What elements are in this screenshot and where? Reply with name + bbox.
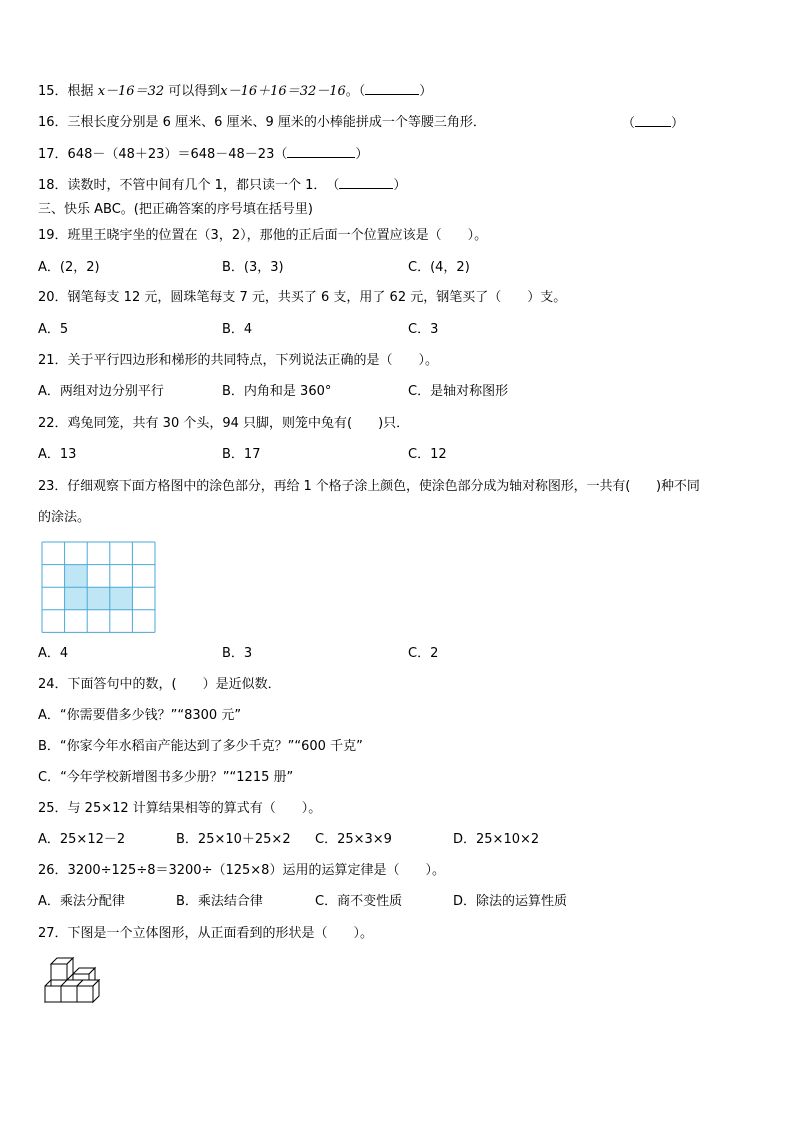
q22-option-c[interactable]: C．12 [408, 447, 447, 462]
q20-option-c[interactable]: C．3 [408, 322, 439, 337]
question-27-stem: 27．下图是一个立体图形，从正面看到的形状是（ ）。 [38, 926, 374, 941]
q21-option-a[interactable]: A．两组对边分别平行 [38, 384, 164, 399]
q15-equation-1: x－16＝32 [97, 84, 165, 99]
q26-option-c[interactable]: C．商不变性质 [315, 894, 403, 909]
section-title: 三、快乐 ABC。(把正确答案的序号填在括号里) [38, 202, 313, 217]
q16-close: ） [671, 116, 685, 131]
cube-front-right [77, 980, 99, 1002]
q16-answer-bracket [622, 113, 684, 134]
q18-answer-blank[interactable] [339, 175, 393, 189]
q15-close: ） [419, 84, 433, 99]
question-22-stem: 22．鸡兔同笼，共有 30 个头，94 只脚，则笼中兔有( )只． [38, 416, 410, 431]
q16-answer-blank[interactable] [635, 113, 671, 127]
q18-close: ） [393, 178, 407, 193]
q15-pre: 根据 [67, 84, 94, 99]
q20-option-a[interactable]: A．5 [38, 322, 69, 337]
shaded-grid-figure [41, 541, 157, 635]
q15-answer-blank[interactable] [365, 81, 419, 95]
q19-option-b[interactable]: B．(3，3) [222, 260, 284, 275]
q17-answer-blank[interactable] [287, 144, 355, 158]
shaded-cell [110, 587, 133, 610]
q24-option-b[interactable]: B．“你家今年水稻亩产能达到了多少千克？”“600 千克” [38, 739, 363, 754]
question-16 [38, 113, 486, 133]
q16-text: 16．三根长度分别是 6 厘米、6 厘米、9 厘米的小棒能拼成一个等腰三角形． [38, 115, 486, 130]
q17-text: 17．648－（48＋23）＝648－48－23（ [38, 147, 288, 162]
question-15 [38, 81, 432, 102]
q22-option-a[interactable]: A．13 [38, 447, 77, 462]
q17-close: ） [355, 147, 369, 162]
q23-option-b[interactable]: B．3 [222, 646, 253, 661]
q18-text: 18．读数时，不管中间有几个 1，都只读一个 1． （ [38, 178, 340, 193]
q20-option-b[interactable]: B．4 [222, 322, 253, 337]
q26-option-a[interactable]: A．乘法分配律 [38, 894, 125, 909]
q25-option-b[interactable]: B．25×10＋25×2 [176, 832, 291, 847]
shaded-cell [65, 565, 88, 588]
q25-option-c[interactable]: C．25×3×9 [315, 832, 392, 847]
q25-option-d[interactable]: D．25×10×2 [453, 832, 540, 847]
q19-option-a[interactable]: A．(2，2) [38, 260, 100, 275]
q15-equation-2: x－16＋16＝32－16 [220, 84, 346, 99]
q26-option-b[interactable]: B．乘法结合律 [176, 894, 263, 909]
question-26-stem: 26．3200÷125÷8＝3200÷（125×8）运用的运算定律是（ ）。 [38, 863, 445, 878]
q26-option-d[interactable]: D．除法的运算性质 [453, 894, 568, 909]
q22-option-b[interactable]: B．17 [222, 447, 261, 462]
q23-option-c[interactable]: C．2 [408, 646, 439, 661]
q15-post: 。（ [345, 84, 366, 99]
question-21-stem: 21．关于平行四边形和梯形的共同特点，下列说法正确的是（ ）。 [38, 353, 439, 368]
q24-option-a[interactable]: A．“你需要借多少钱？”“8300 元” [38, 708, 242, 723]
question-25-stem: 25．与 25×12 计算结果相等的算式有（ ）。 [38, 801, 322, 816]
question-17 [38, 144, 368, 165]
question-20-stem: 20．钢笔每支 12 元，圆珠笔每支 7 元，共买了 6 支，用了 62 元，钢笔买了（ ）支。 [38, 290, 567, 305]
q23-option-a[interactable]: A．4 [38, 646, 69, 661]
question-19-stem: 19．班里王晓宇坐的位置在（3，2），那他的正后面一个位置应该是（ ）。 [38, 228, 488, 243]
q16-open: （ [622, 116, 636, 131]
q24-option-c[interactable]: C．“今年学校新增图书多少册？”“1215 册” [38, 770, 294, 785]
cube-stack-figure [42, 955, 112, 1005]
q15-num: 15． [38, 84, 68, 99]
shaded-cell [87, 587, 110, 610]
q15-mid: 可以得到 [168, 84, 221, 99]
shaded-cell [65, 587, 88, 610]
question-23-stem-line-2: 的涂法。 [38, 510, 91, 525]
question-18 [38, 175, 406, 196]
question-23-stem-line-1: 23．仔细观察下面方格图中的涂色部分，再给 1 个格子涂上颜色，使涂色部分成为轴对称图形，一共有( )种不同 [38, 479, 700, 494]
question-24-stem: 24．下面答句中的数，( ）是近似数． [38, 677, 281, 692]
q21-option-b[interactable]: B．内角和是 360° [222, 384, 332, 399]
q21-option-c[interactable]: C．是轴对称图形 [408, 384, 509, 399]
q25-option-a[interactable]: A．25×12－2 [38, 832, 126, 847]
q19-option-c[interactable]: C．(4，2) [408, 260, 470, 275]
